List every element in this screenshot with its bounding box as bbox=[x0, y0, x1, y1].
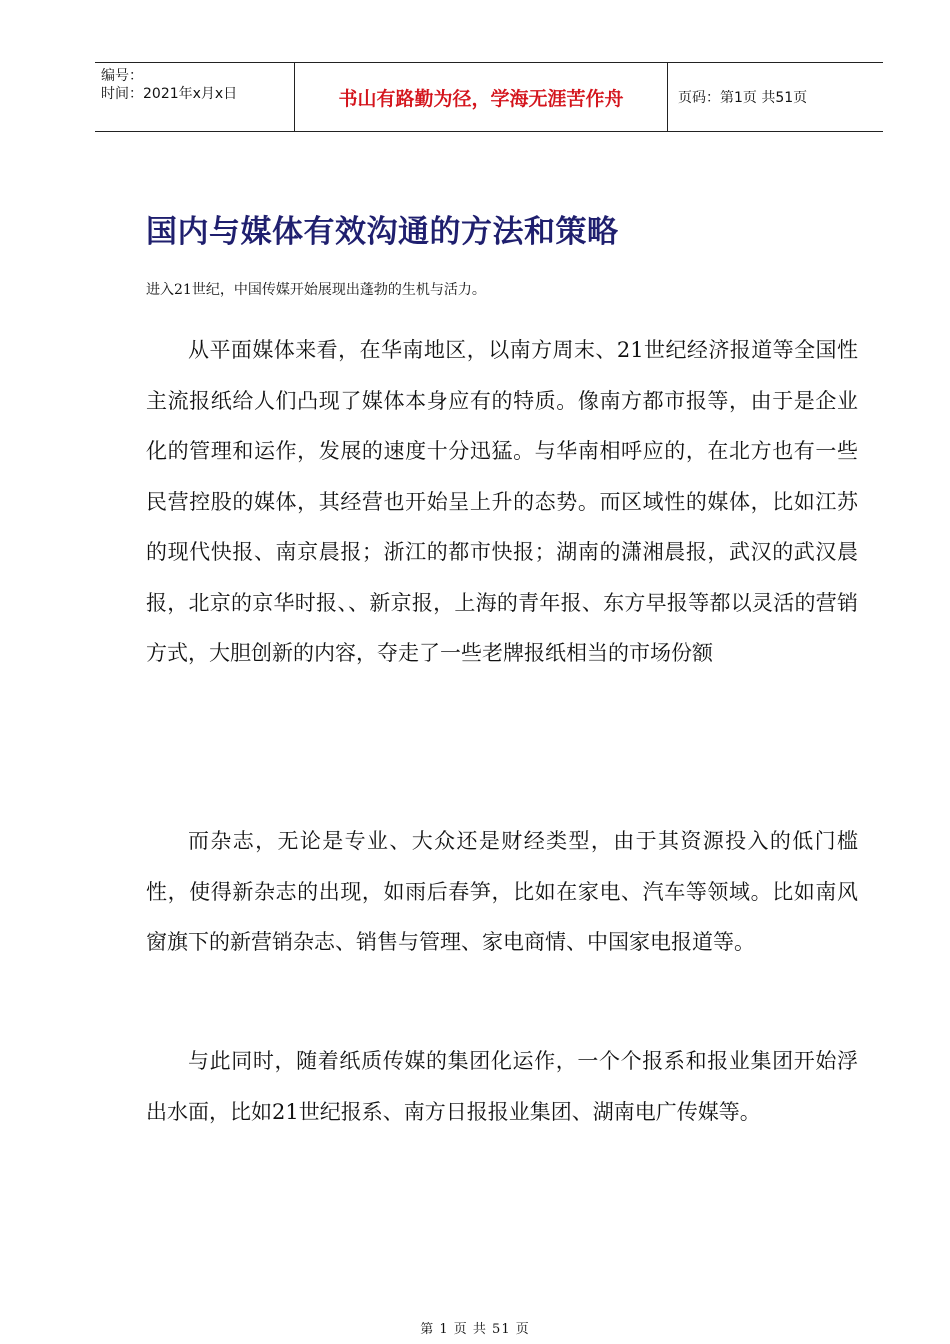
number-label: 编号： bbox=[101, 68, 143, 84]
page-info-text: 页码：第1页 共51页 bbox=[678, 90, 808, 106]
paragraph-print-media: 从平面媒体来看，在华南地区，以南方周末、21世纪经济报道等全国性主流报纸给人们凸现了媒体本身应有的特质。像南方都市报等，由于是企业化的管理和运作，发展的速度十分迅猛。与华南相呼应的，在北方也有一些民营控股的媒体，其经营也开始呈上升的态势。而区域性的媒体，比如江苏的现代快报、南京晨报；浙江的都市快报；湖南的潇湘晨报，武汉的武汉晨报，北京的京华时报、、新京报，上海的青年报、东方早报等都以灵活的营销方式，大胆创新的内容，夺走了一些老牌报纸相当的市场份额 bbox=[146, 338, 858, 665]
header-meta bbox=[95, 63, 295, 131]
document-header bbox=[95, 62, 883, 132]
motto-text: 书山有路勤为径，学海无涯苦作舟 bbox=[338, 87, 624, 110]
header-motto bbox=[295, 63, 668, 131]
intro-line: 进入21世纪，中国传媒开始展现出蓬勃的生机与活力。 bbox=[146, 282, 486, 298]
page-footer: 第 1 页 共 51 页 bbox=[420, 1322, 530, 1337]
header-page-info bbox=[668, 63, 883, 131]
time-label: 时间：2021年x月x日 bbox=[101, 86, 238, 102]
document-title: 国内与媒体有效沟通的方法和策略 bbox=[146, 214, 619, 250]
paragraph-media-groups: 与此同时，随着纸质传媒的集团化运作，一个个报系和报业集团开始浮出水面，比如21世纪报系、南方日报报业集团、湖南电广传媒等。 bbox=[146, 1049, 858, 1124]
paragraph-magazines: 而杂志，无论是专业、大众还是财经类型，由于其资源投入的低门槛性，使得新杂志的出现，如雨后春笋，比如在家电、汽车等领域。比如南风窗旗下的新营销杂志、销售与管理、家电商情、中国家电报道等。 bbox=[146, 829, 858, 954]
